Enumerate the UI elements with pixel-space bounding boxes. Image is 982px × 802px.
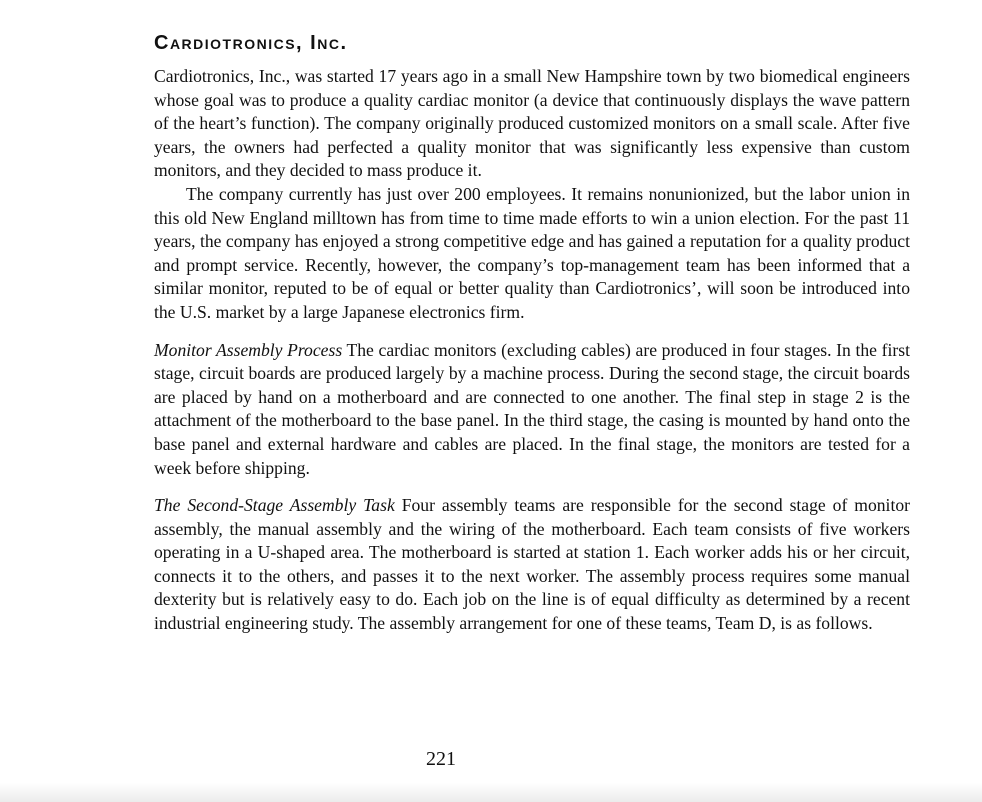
- intro-paragraph-2: The company currently has just over 200 employees. It remains nonunionized, but the labor union in this old New England milltown has from time to time made efforts to win a union election. For the past 11 years, the company has enjoyed a strong competitive edge and has gained a reputation for a quality product and prompt service. Recently, however, the company’s top-management team has been informed that a similar monitor, reputed to be of equal or better quality than Cardiotronics’, will soon be introduced into the U.S. market by a large Japanese electronics firm.: [154, 183, 910, 322]
- second-stage-section: [154, 494, 910, 636]
- monitor-assembly-section: [154, 339, 910, 481]
- intro-paragraph-1: Cardiotronics, Inc., was started 17 years ago in a small New Hampshire town by two biomedical engineers whose goal was to produce a quality cardiac monitor (a device that continuously displays the wave pattern of the heart’s function). The company originally produced customized monitors on a small scale. After five years, the owners had perfected a quality monitor that was significantly less expensive than custom monitors, and they decided to mass produce it.: [154, 66, 910, 181]
- second-stage-text: Four assembly teams are responsible for the second stage of monitor assembly, the manual assembly and the wiring of the motherboard. Each team consists of five workers operating in a U-shaped area. The motherboard is started at station 1. Each worker adds his or her circuit, connects it to the others, and passes it to the next worker. The assembly process requires some manual dexterity but is relatively easy to do. Each job on the line is of equal difficulty as determined by a recent industrial engineering study. The assembly arrangement for one of these teams, Team D, is as follows.: [154, 495, 910, 634]
- second-stage-heading: The Second-Stage Assembly Task: [154, 495, 395, 516]
- page-number: 221: [426, 748, 456, 770]
- monitor-assembly-text: The cardiac monitors (excluding cables) are produced in four stages. In the first stage, circuit boards are produced largely by a machine process. During the second stage, the circuit boards are placed by hand on a motherboard and are connected to one another. The final step in stage 2 is the attachment of the motherboard to the base panel. In the third stage, the casing is mounted by hand onto the base panel and external hardware and cables are placed. In the final stage, the monitors are tested for a week before shipping.: [154, 339, 910, 478]
- page-content: [154, 30, 910, 636]
- case-title: Cardiotronics, Inc.: [154, 32, 348, 54]
- page-bottom-edge: [0, 783, 982, 802]
- monitor-assembly-heading: Monitor Assembly Process: [154, 339, 343, 360]
